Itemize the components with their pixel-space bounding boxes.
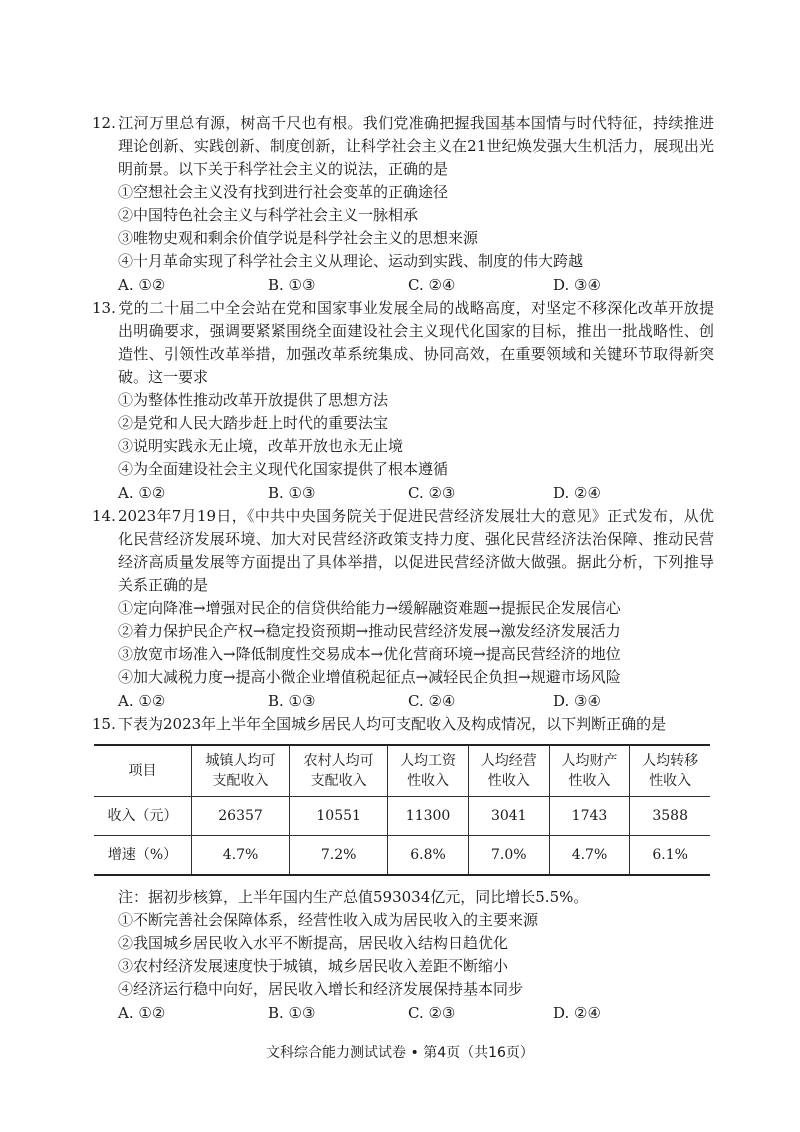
- question-text: 2023年7月19日，《中共中央国务院关于促进民营经济发展壮大的意见》正式发布，从优化民营经济发展环境、加大对民营经济政策支持力度、强化民营经济法治保障、推动民营经济高质量发展等方面提出了具体举措，以促进民营经济做大做强。据此分析，下列推导关系正确的是: [118, 507, 714, 594]
- table-header-cell: 城镇人均可 支配收入: [191, 745, 289, 797]
- option-1: ①定向降准→增强对民企的信贷供给能力→缓解融资难题→提振民企发展信心: [118, 599, 621, 617]
- table-header-cell: 人均工资 性收入: [388, 745, 469, 797]
- option-3: ③唯物史观和剩余价值学说是科学社会主义的思想来源: [118, 229, 479, 247]
- choice-a: A. ①②: [118, 276, 166, 294]
- question-15: [92, 713, 714, 1025]
- option-1: ①空想社会主义没有找到进行社会变革的正确途径: [118, 183, 449, 201]
- choice-d: D. ③④: [553, 692, 601, 710]
- choice-d: D. ②④: [553, 484, 601, 502]
- question-stem: [92, 713, 714, 736]
- option-1: ①为整体性推动改革开放提供了思想方法: [118, 391, 389, 409]
- question-stem: [92, 112, 714, 181]
- question-stem: [92, 505, 714, 597]
- table-cell: 1743: [549, 797, 630, 836]
- question-stem: [92, 297, 714, 389]
- question-number: 13.: [92, 299, 116, 317]
- table-header-row: [94, 745, 710, 797]
- page-footer: 文科综合能力测试试卷 • 第4页（共16页）: [266, 1045, 534, 1061]
- option-1: ①不断完善社会保障体系，经营性收入成为居民收入的主要来源: [118, 911, 539, 929]
- option-2: ②中国特色社会主义与科学社会主义一脉相承: [118, 206, 419, 224]
- choice-c: C. ②④: [408, 692, 456, 710]
- table-cell: 4.7%: [549, 836, 630, 876]
- table-header-cell: 人均转移 性收入: [630, 745, 710, 797]
- question-14: [92, 505, 714, 713]
- choice-b: B. ①③: [268, 484, 316, 502]
- question-12: [92, 112, 714, 297]
- table-cell: 7.0%: [468, 836, 549, 876]
- answer-choices: [118, 274, 714, 297]
- table-cell: 3588: [630, 797, 710, 836]
- choice-c: C. ②④: [408, 276, 456, 294]
- table-header-cell: 项目: [94, 745, 191, 797]
- answer-choices: [118, 1002, 714, 1025]
- table-cell: 26357: [191, 797, 289, 836]
- choice-a: A. ①②: [118, 1004, 166, 1022]
- answer-choices: [118, 690, 714, 713]
- choice-b: B. ①③: [268, 692, 316, 710]
- option-4: ④加大减税力度→提高小微企业增值税起征点→减轻民企负担→规避市场风险: [118, 668, 621, 686]
- table-cell: 6.8%: [388, 836, 469, 876]
- choice-a: A. ①②: [118, 692, 166, 710]
- question-number: 12.: [92, 114, 116, 132]
- table-note: 注：据初步核算，上半年国内生产总值593034亿元，同比增长5.5%。: [118, 888, 589, 906]
- table-cell: 10551: [290, 797, 388, 836]
- table-cell: 4.7%: [191, 836, 289, 876]
- option-3: ③说明实践永无止境，改革开放也永无止境: [118, 437, 404, 455]
- table-cell: 11300: [388, 797, 469, 836]
- option-3: ③放宽市场准入→降低制度性交易成本→优化营商环境→提高民营经济的地位: [118, 645, 621, 663]
- table-cell: 增速（%）: [94, 836, 191, 876]
- table-header-cell: 人均财产 性收入: [549, 745, 630, 797]
- option-2: ②着力保护民企产权→稳定投资预期→推动民营经济发展→激发经济发展活力: [118, 622, 621, 640]
- question-text: 下表为2023年上半年全国城乡居民人均可支配收入及构成情况，以下判断正确的是: [118, 715, 667, 733]
- option-3: ③农村经济发展速度快于城镇，城乡居民收入差距不断缩小: [118, 957, 509, 975]
- answer-choices: [118, 482, 714, 505]
- choice-b: B. ①③: [268, 276, 316, 294]
- income-table: [94, 744, 710, 876]
- option-4: ④经济运行稳中向好，居民收入增长和经济发展保持基本同步: [118, 980, 524, 998]
- option-4: ④为全面建设社会主义现代化国家提供了根本遵循: [118, 460, 449, 478]
- choice-c: C. ②③: [408, 1004, 456, 1022]
- question-number: 14.: [92, 507, 116, 525]
- table-cell: 6.1%: [630, 836, 710, 876]
- option-2: ②我国城乡居民收入水平不断提高，居民收入结构日趋优化: [118, 934, 509, 952]
- choice-c: C. ②③: [408, 484, 456, 502]
- table-row: [94, 836, 710, 876]
- table-cell: 3041: [468, 797, 549, 836]
- choice-b: B. ①③: [268, 1004, 316, 1022]
- question-number: 15.: [92, 715, 116, 733]
- table-header-cell: 农村人均可 支配收入: [290, 745, 388, 797]
- table-header-cell: 人均经营 性收入: [468, 745, 549, 797]
- question-text: 党的二十届二中全会站在党和国家事业发展全局的战略高度，对坚定不移深化改革开放提出明确要求，强调要紧紧围绕全面建设社会主义现代化国家的目标，推出一批战略性、创造性、引领性改革举措，加强改革系统集成、协同高效，在重要领域和关键环节取得新突破。这一要求: [118, 299, 714, 386]
- table-cell: 7.2%: [290, 836, 388, 876]
- question-13: [92, 297, 714, 505]
- table-row: [94, 797, 710, 836]
- table-cell: 收入（元）: [94, 797, 191, 836]
- choice-d: D. ③④: [553, 276, 601, 294]
- option-4: ④十月革命实现了科学社会主义从理论、运动到实践、制度的伟大跨越: [118, 252, 584, 270]
- question-text: 江河万里总有源，树高千尺也有根。我们党准确把握我国基本国情与时代特征，持续推进理论创新、实践创新、制度创新，让科学社会主义在21世纪焕发强大生机活力，展现出光明前景。以下关于科学社会主义的说法，正确的是: [118, 114, 714, 178]
- choice-d: D. ②④: [553, 1004, 601, 1022]
- option-2: ②是党和人民大踏步赶上时代的重要法宝: [118, 414, 389, 432]
- choice-a: A. ①②: [118, 484, 166, 502]
